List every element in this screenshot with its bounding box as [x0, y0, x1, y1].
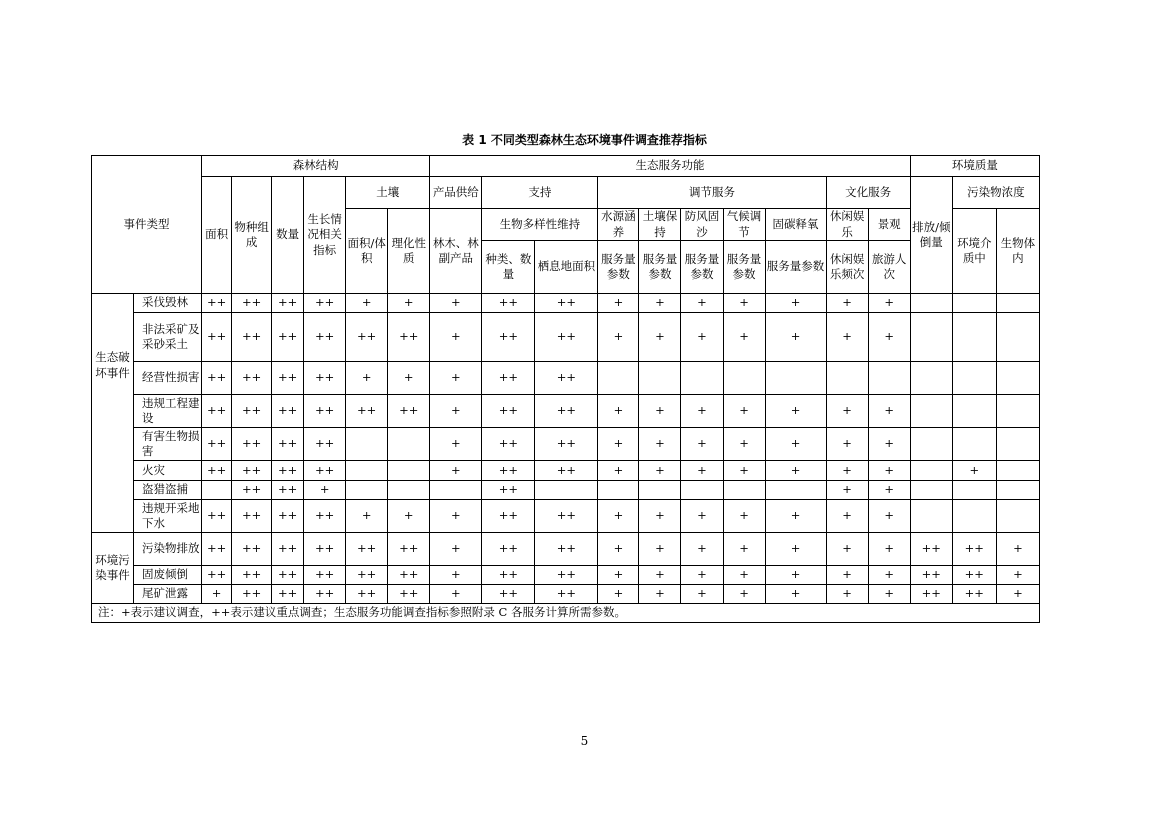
- header-env-quality: 环境质量: [910, 156, 1039, 177]
- cell: ++: [202, 461, 232, 481]
- cell: [952, 428, 996, 461]
- cell: ++: [232, 428, 272, 461]
- row-label: 尾矿泄露: [134, 585, 202, 604]
- note-row: [92, 604, 1040, 623]
- cell: [388, 428, 430, 461]
- header-regulation: 调节服务: [598, 177, 826, 209]
- cell: [598, 362, 639, 395]
- header-carbon: 固碳释氧: [765, 209, 826, 241]
- cell: +: [430, 313, 482, 362]
- cell: +: [430, 362, 482, 395]
- cell: [996, 362, 1039, 395]
- cell: +: [826, 566, 868, 585]
- cell: [910, 481, 952, 500]
- cell: [723, 481, 765, 500]
- cell: +: [430, 395, 482, 428]
- cell: ++: [910, 533, 952, 566]
- cell: ++: [482, 294, 535, 313]
- cell: ++: [232, 566, 272, 585]
- cell: ++: [232, 481, 272, 500]
- cell: +: [639, 500, 681, 533]
- cell: +: [598, 428, 639, 461]
- cell: [430, 481, 482, 500]
- cell: +: [681, 533, 723, 566]
- cell: ++: [346, 313, 388, 362]
- group-destruction: 生态破坏事件: [92, 294, 134, 533]
- cell: +: [765, 585, 826, 604]
- cell: ++: [346, 566, 388, 585]
- cell: [723, 362, 765, 395]
- cell: [639, 481, 681, 500]
- cell: ++: [272, 566, 304, 585]
- cell: ++: [272, 294, 304, 313]
- cell: +: [723, 500, 765, 533]
- row-label: 盗猎盗捕: [134, 481, 202, 500]
- cell: +: [826, 585, 868, 604]
- header-soil-area: 面积/体积: [346, 209, 388, 294]
- cell: ++: [482, 313, 535, 362]
- header-species-qty: 种类、数量: [482, 241, 535, 294]
- cell: ++: [482, 461, 535, 481]
- cell: +: [598, 566, 639, 585]
- cell: +: [346, 294, 388, 313]
- header-soil: 土壤: [346, 177, 430, 209]
- cell: +: [826, 533, 868, 566]
- cell: +: [723, 428, 765, 461]
- cell: ++: [272, 533, 304, 566]
- cell: +: [598, 500, 639, 533]
- cell: +: [598, 395, 639, 428]
- header-pollutant: 污染物浓度: [952, 177, 1039, 209]
- cell: +: [826, 461, 868, 481]
- cell: ++: [304, 362, 346, 395]
- cell: ++: [535, 461, 598, 481]
- cell: [952, 481, 996, 500]
- cell: +: [868, 428, 910, 461]
- cell: ++: [232, 313, 272, 362]
- header-water: 水源涵养: [598, 209, 639, 241]
- cell: +: [765, 500, 826, 533]
- table-row: [92, 566, 1040, 585]
- row-label: 固废倾倒: [134, 566, 202, 585]
- cell: +: [868, 294, 910, 313]
- cell: +: [639, 313, 681, 362]
- header-leisure-freq: 休闲娱乐频次: [826, 241, 868, 294]
- cell: ++: [535, 313, 598, 362]
- cell: ++: [202, 566, 232, 585]
- cell: +: [826, 294, 868, 313]
- header-forest-products: 林木、林 副产品: [430, 209, 482, 294]
- cell: +: [681, 313, 723, 362]
- cell: ++: [304, 395, 346, 428]
- cell: +: [639, 294, 681, 313]
- header-count: 数量: [272, 177, 304, 294]
- row-label: 违规开采地下水: [134, 500, 202, 533]
- cell: +: [598, 313, 639, 362]
- cell: [952, 313, 996, 362]
- cell: ++: [272, 362, 304, 395]
- cell: ++: [952, 566, 996, 585]
- header-soil-physchem: 理化性质: [388, 209, 430, 294]
- cell: +: [388, 362, 430, 395]
- cell: [996, 313, 1039, 362]
- cell: ++: [202, 395, 232, 428]
- header-svc-windsand: 服务量参数: [681, 241, 723, 294]
- cell: +: [723, 313, 765, 362]
- cell: +: [826, 481, 868, 500]
- table-row: [92, 313, 1040, 362]
- cell: +: [868, 533, 910, 566]
- cell: +: [681, 395, 723, 428]
- cell: ++: [910, 585, 952, 604]
- cell: ++: [388, 533, 430, 566]
- cell: [388, 461, 430, 481]
- header-provision: 产品供给: [430, 177, 482, 209]
- cell: +: [598, 461, 639, 481]
- cell: ++: [272, 313, 304, 362]
- cell: ++: [202, 294, 232, 313]
- cell: +: [996, 533, 1039, 566]
- cell: +: [681, 428, 723, 461]
- header-support: 支持: [482, 177, 598, 209]
- cell: +: [598, 585, 639, 604]
- cell: ++: [535, 585, 598, 604]
- cell: +: [868, 566, 910, 585]
- cell: ++: [232, 533, 272, 566]
- cell: ++: [482, 533, 535, 566]
- cell: +: [346, 500, 388, 533]
- cell: +: [430, 566, 482, 585]
- table-row: [92, 500, 1040, 533]
- cell: +: [388, 294, 430, 313]
- cell: +: [639, 428, 681, 461]
- header-svc-carbon: 服务量参数: [765, 241, 826, 294]
- table-row: [92, 362, 1040, 395]
- cell: ++: [202, 428, 232, 461]
- cell: ++: [304, 461, 346, 481]
- cell: +: [723, 566, 765, 585]
- row-label: 有害生物损害: [134, 428, 202, 461]
- cell: [996, 481, 1039, 500]
- table-row: [92, 395, 1040, 428]
- cell: ++: [232, 500, 272, 533]
- cell: [202, 481, 232, 500]
- cell: ++: [232, 395, 272, 428]
- cell: [910, 362, 952, 395]
- header-area: 面积: [202, 177, 232, 294]
- header-culture: 文化服务: [826, 177, 910, 209]
- cell: ++: [535, 428, 598, 461]
- table-caption: 表 1 不同类型森林生态环境事件调查推荐指标: [462, 133, 707, 147]
- cell: ++: [202, 533, 232, 566]
- cell: ++: [304, 585, 346, 604]
- cell: +: [430, 533, 482, 566]
- cell: ++: [482, 500, 535, 533]
- cell: ++: [482, 395, 535, 428]
- cell: [639, 362, 681, 395]
- cell: ++: [952, 533, 996, 566]
- cell: ++: [272, 428, 304, 461]
- cell: [535, 481, 598, 500]
- cell: +: [388, 500, 430, 533]
- cell: [996, 461, 1039, 481]
- cell: ++: [272, 500, 304, 533]
- cell: +: [723, 294, 765, 313]
- row-label: 违规工程建设: [134, 395, 202, 428]
- cell: ++: [388, 566, 430, 585]
- cell: +: [430, 500, 482, 533]
- cell: +: [723, 395, 765, 428]
- cell: ++: [535, 395, 598, 428]
- cell: [346, 461, 388, 481]
- cell: +: [430, 461, 482, 481]
- cell: +: [639, 585, 681, 604]
- cell: ++: [482, 362, 535, 395]
- cell: [996, 294, 1039, 313]
- table-note: 注：+表示建议调查，++表示建议重点调查；生态服务功能调查指标参照附录 C 各服务计算所需参数。: [92, 604, 1040, 623]
- header-event-type: 事件类型: [92, 156, 202, 294]
- cell: ++: [535, 362, 598, 395]
- cell: ++: [535, 500, 598, 533]
- cell: +: [868, 461, 910, 481]
- header-svc-water: 服务量参数: [598, 241, 639, 294]
- header-windsand: 防风固沙: [681, 209, 723, 241]
- header-row-2: [92, 177, 1040, 209]
- header-svc-climate: 服务量参数: [723, 241, 765, 294]
- cell: ++: [304, 428, 346, 461]
- cell: +: [996, 566, 1039, 585]
- cell: [952, 395, 996, 428]
- header-row-1: [92, 156, 1040, 177]
- cell: +: [598, 533, 639, 566]
- row-label: 非法采矿及采砂采土: [134, 313, 202, 362]
- cell: +: [868, 313, 910, 362]
- cell: ++: [482, 428, 535, 461]
- cell: ++: [388, 585, 430, 604]
- header-env-medium: 环境介质中: [952, 209, 996, 294]
- header-species: 物种组成: [232, 177, 272, 294]
- header-bio-body: 生物体内: [996, 209, 1039, 294]
- cell: ++: [272, 585, 304, 604]
- cell: +: [598, 294, 639, 313]
- header-landscape: 景观: [868, 209, 910, 241]
- cell: [910, 428, 952, 461]
- table-row: [92, 533, 1040, 566]
- cell: +: [826, 500, 868, 533]
- cell: ++: [535, 294, 598, 313]
- cell: ++: [952, 585, 996, 604]
- cell: ++: [202, 313, 232, 362]
- cell: [910, 294, 952, 313]
- cell: +: [765, 533, 826, 566]
- cell: ++: [910, 566, 952, 585]
- table-row: [92, 428, 1040, 461]
- cell: +: [723, 533, 765, 566]
- header-growth: 生长情况相关指标: [304, 177, 346, 294]
- cell: [952, 500, 996, 533]
- cell: +: [826, 428, 868, 461]
- row-label: 污染物排放: [134, 533, 202, 566]
- cell: +: [681, 585, 723, 604]
- cell: [910, 500, 952, 533]
- group-pollution: 环境污染事件: [92, 533, 134, 604]
- table-row: [92, 294, 1040, 313]
- cell: [910, 313, 952, 362]
- cell: +: [430, 428, 482, 461]
- cell: ++: [535, 533, 598, 566]
- cell: +: [723, 585, 765, 604]
- cell: +: [868, 585, 910, 604]
- header-tourists: 旅游人次: [868, 241, 910, 294]
- cell: [996, 500, 1039, 533]
- cell: [681, 481, 723, 500]
- cell: ++: [346, 533, 388, 566]
- cell: +: [681, 294, 723, 313]
- cell: [952, 362, 996, 395]
- header-forest-structure: 森林结构: [202, 156, 430, 177]
- row-label: 火灾: [134, 461, 202, 481]
- header-eco-services: 生态服务功能: [430, 156, 910, 177]
- cell: +: [868, 500, 910, 533]
- cell: +: [826, 395, 868, 428]
- cell: +: [765, 395, 826, 428]
- cell: +: [202, 585, 232, 604]
- cell: ++: [388, 395, 430, 428]
- cell: +: [765, 313, 826, 362]
- header-habitat-area: 栖息地面积: [535, 241, 598, 294]
- cell: +: [826, 313, 868, 362]
- cell: [996, 395, 1039, 428]
- cell: +: [765, 428, 826, 461]
- cell: ++: [482, 566, 535, 585]
- cell: +: [430, 294, 482, 313]
- cell: [765, 481, 826, 500]
- row-label: 经营性损害: [134, 362, 202, 395]
- cell: +: [681, 500, 723, 533]
- cell: ++: [482, 481, 535, 500]
- header-soil-keep: 土壤保持: [639, 209, 681, 241]
- header-climate: 气候调节: [723, 209, 765, 241]
- header-emission: 排放/倾倒量: [910, 177, 952, 294]
- cell: +: [304, 481, 346, 500]
- cell: +: [868, 395, 910, 428]
- cell: ++: [232, 461, 272, 481]
- cell: +: [430, 585, 482, 604]
- cell: [346, 428, 388, 461]
- cell: +: [765, 566, 826, 585]
- cell: ++: [346, 585, 388, 604]
- cell: [826, 362, 868, 395]
- cell: ++: [482, 585, 535, 604]
- cell: [868, 362, 910, 395]
- cell: ++: [232, 585, 272, 604]
- page-number: 5: [580, 734, 589, 748]
- cell: ++: [304, 566, 346, 585]
- cell: [765, 362, 826, 395]
- cell: ++: [272, 395, 304, 428]
- cell: ++: [232, 294, 272, 313]
- cell: ++: [304, 313, 346, 362]
- cell: ++: [304, 294, 346, 313]
- cell: ++: [388, 313, 430, 362]
- cell: +: [346, 362, 388, 395]
- cell: +: [639, 461, 681, 481]
- cell: +: [723, 461, 765, 481]
- cell: ++: [535, 566, 598, 585]
- cell: [910, 395, 952, 428]
- table-row: [92, 585, 1040, 604]
- cell: ++: [272, 461, 304, 481]
- cell: +: [681, 566, 723, 585]
- cell: +: [639, 395, 681, 428]
- cell: +: [681, 461, 723, 481]
- cell: +: [639, 533, 681, 566]
- header-biodiversity: 生物多样性维持: [482, 209, 598, 241]
- cell: +: [765, 294, 826, 313]
- cell: ++: [346, 395, 388, 428]
- cell: [681, 362, 723, 395]
- cell: ++: [272, 481, 304, 500]
- cell: +: [868, 481, 910, 500]
- cell: +: [765, 461, 826, 481]
- cell: +: [639, 566, 681, 585]
- table-row: [92, 461, 1040, 481]
- cell: ++: [232, 362, 272, 395]
- cell: ++: [304, 500, 346, 533]
- cell: [388, 481, 430, 500]
- table-row: [92, 481, 1040, 500]
- cell: [346, 481, 388, 500]
- cell: ++: [202, 362, 232, 395]
- cell: ++: [304, 533, 346, 566]
- cell: [996, 428, 1039, 461]
- cell: [598, 481, 639, 500]
- survey-indicator-table: [91, 155, 1040, 623]
- cell: +: [996, 585, 1039, 604]
- cell: [910, 461, 952, 481]
- cell: [952, 294, 996, 313]
- cell: ++: [202, 500, 232, 533]
- header-svc-soil: 服务量参数: [639, 241, 681, 294]
- cell: +: [952, 461, 996, 481]
- header-leisure: 休闲娱乐: [826, 209, 868, 241]
- row-label: 采伐毁林: [134, 294, 202, 313]
